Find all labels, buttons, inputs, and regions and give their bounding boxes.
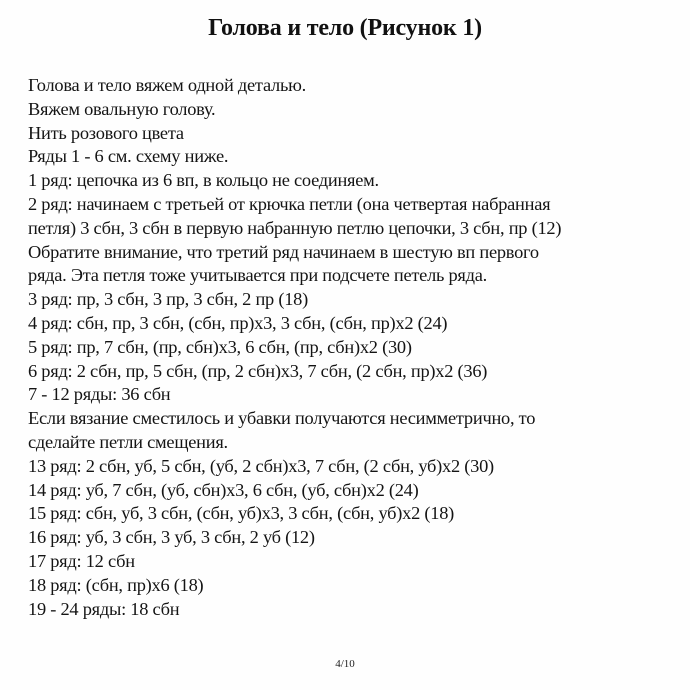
row-instruction: 19 - 24 ряды: 18 сбн [28,598,180,619]
row-instruction: 1 ряд: цепочка из 6 вп, в кольцо не соединяем. [28,170,379,191]
row-instruction: 15 ряд: сбн, уб, 3 сбн, (сбн, уб)х3, 3 сбн, (сбн, уб)х2 (18) [28,503,455,524]
row-instruction: 13 ряд: 2 сбн, уб, 5 сбн, (уб, 2 сбн)х3, 7 сбн, (2 сбн, уб)х2 (30) [28,455,494,476]
page-number: 4/10 [335,658,355,670]
row-instruction: 14 ряд: уб, 7 сбн, (уб, сбн)х3, 6 сбн, (уб, сбн)х2 (24) [28,479,419,500]
note-text: сделайте петли смещения. [28,431,228,452]
page-title: Голова и тело (Рисунок 1) [208,15,482,41]
note-text: ряда. Эта петля тоже учитывается при подсчете петель ряда. [28,265,488,286]
note-text: Если вязание сместилось и убавки получаются несимметрично, то [28,408,536,429]
text-line: Ряды 1 - 6 см. схему ниже. [28,146,229,167]
text-line: Голова и тело вяжем одной деталью. [28,75,306,95]
text-line: Нить розового цвета [28,122,184,143]
row-instruction: 17 ряд: 12 сбн [28,550,135,571]
row-instruction: 6 ряд: 2 сбн, пр, 5 сбн, (пр, 2 сбн)х3, 7 сбн, (2 сбн, пр)х2 (36) [28,360,488,381]
row-instruction: 16 ряд: уб, 3 сбн, 3 уб, 3 сбн, 2 уб (12) [28,527,315,548]
pattern-instructions [28,74,678,621]
row-instruction: петля) 3 сбн, 3 сбн в первую набранную петлю цепочки, 3 сбн, пр (12) [28,217,562,238]
row-instruction: 7 - 12 ряды: 36 сбн [28,384,171,405]
row-instruction: 4 ряд: сбн, пр, 3 сбн, (сбн, пр)х3, 3 сбн, (сбн, пр)х2 (24) [28,312,448,333]
note-text: Обратите внимание, что третий ряд начинаем в шестую вп первого [28,241,539,262]
text-line: Вяжем овальную голову. [28,98,216,119]
row-instruction: 18 ряд: (сбн, пр)х6 (18) [28,574,204,595]
row-instruction: 3 ряд: пр, 3 сбн, 3 пр, 3 сбн, 2 пр (18) [28,289,308,310]
row-instruction: 5 ряд: пр, 7 сбн, (пр, сбн)х3, 6 сбн, (пр, сбн)х2 (30) [28,336,412,357]
row-instruction: 2 ряд: начинаем с третьей от крючка петли (она четвертая набранная [28,193,551,214]
